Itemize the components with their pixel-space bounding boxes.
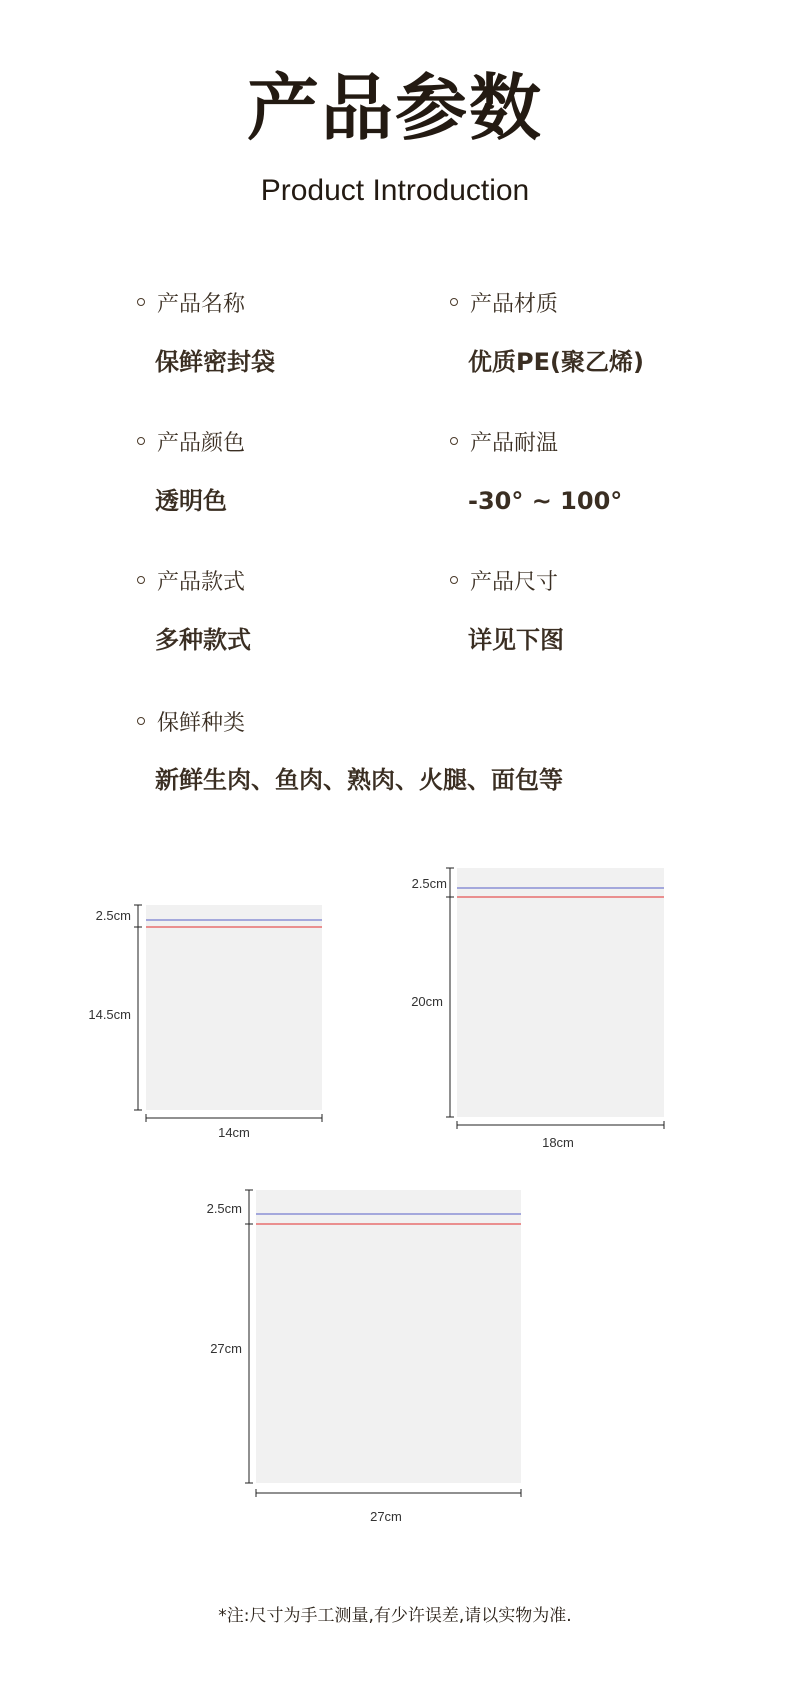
param-type-label: 保鲜种类 <box>157 711 246 736</box>
footer-note: *注:尺寸为手工测量,有少许误差,请以实物为准. <box>218 1606 572 1626</box>
param-temp-value: -30° ~ 100° <box>468 487 623 515</box>
bag-body <box>457 868 664 1117</box>
page-title: 产品参数 <box>246 66 543 150</box>
param-name-label: 产品名称 <box>157 292 246 317</box>
bag-diagram-medium <box>411 868 664 1150</box>
param-color-label: 产品颜色 <box>157 431 246 456</box>
bag-body <box>146 905 322 1110</box>
seal-height-label: 2.5cm <box>95 908 131 923</box>
param-size-value: 详见下图 <box>468 626 564 654</box>
width-dimension <box>146 1114 322 1122</box>
seal-height-label: 2.5cm <box>206 1201 242 1216</box>
param-name-value: 保鲜密封袋 <box>155 348 275 376</box>
bag-height-label: 27cm <box>210 1341 242 1356</box>
page-subtitle: Product Introduction <box>260 174 530 207</box>
bag-diagram-large <box>207 1190 521 1524</box>
param-color-value: 透明色 <box>155 487 227 515</box>
param-temp-label: 产品耐温 <box>470 431 559 456</box>
bag-width-label: 18cm <box>542 1135 574 1150</box>
height-dimension <box>245 1190 253 1483</box>
param-material-label: 产品材质 <box>470 292 559 317</box>
bag-height-label: 14.5cm <box>88 1007 131 1022</box>
bag-height-label: 20cm <box>411 994 443 1009</box>
param-material-value: 优质PE(聚乙烯) <box>468 348 644 376</box>
param-style-value: 多种款式 <box>155 626 251 654</box>
bag-body <box>256 1190 521 1483</box>
width-dimension <box>256 1489 521 1497</box>
height-dimension <box>134 905 142 1110</box>
param-style-label: 产品款式 <box>157 570 246 595</box>
param-size-label: 产品尺寸 <box>470 570 559 595</box>
bag-width-label: 14cm <box>218 1125 250 1140</box>
height-dimension <box>446 868 454 1117</box>
seal-height-label: 2.5cm <box>411 876 447 891</box>
bag-width-label: 27cm <box>370 1509 402 1524</box>
param-type-value: 新鲜生肉、鱼肉、熟肉、火腿、面包等 <box>155 766 563 794</box>
width-dimension <box>457 1121 664 1129</box>
bag-diagram-small <box>88 905 322 1140</box>
